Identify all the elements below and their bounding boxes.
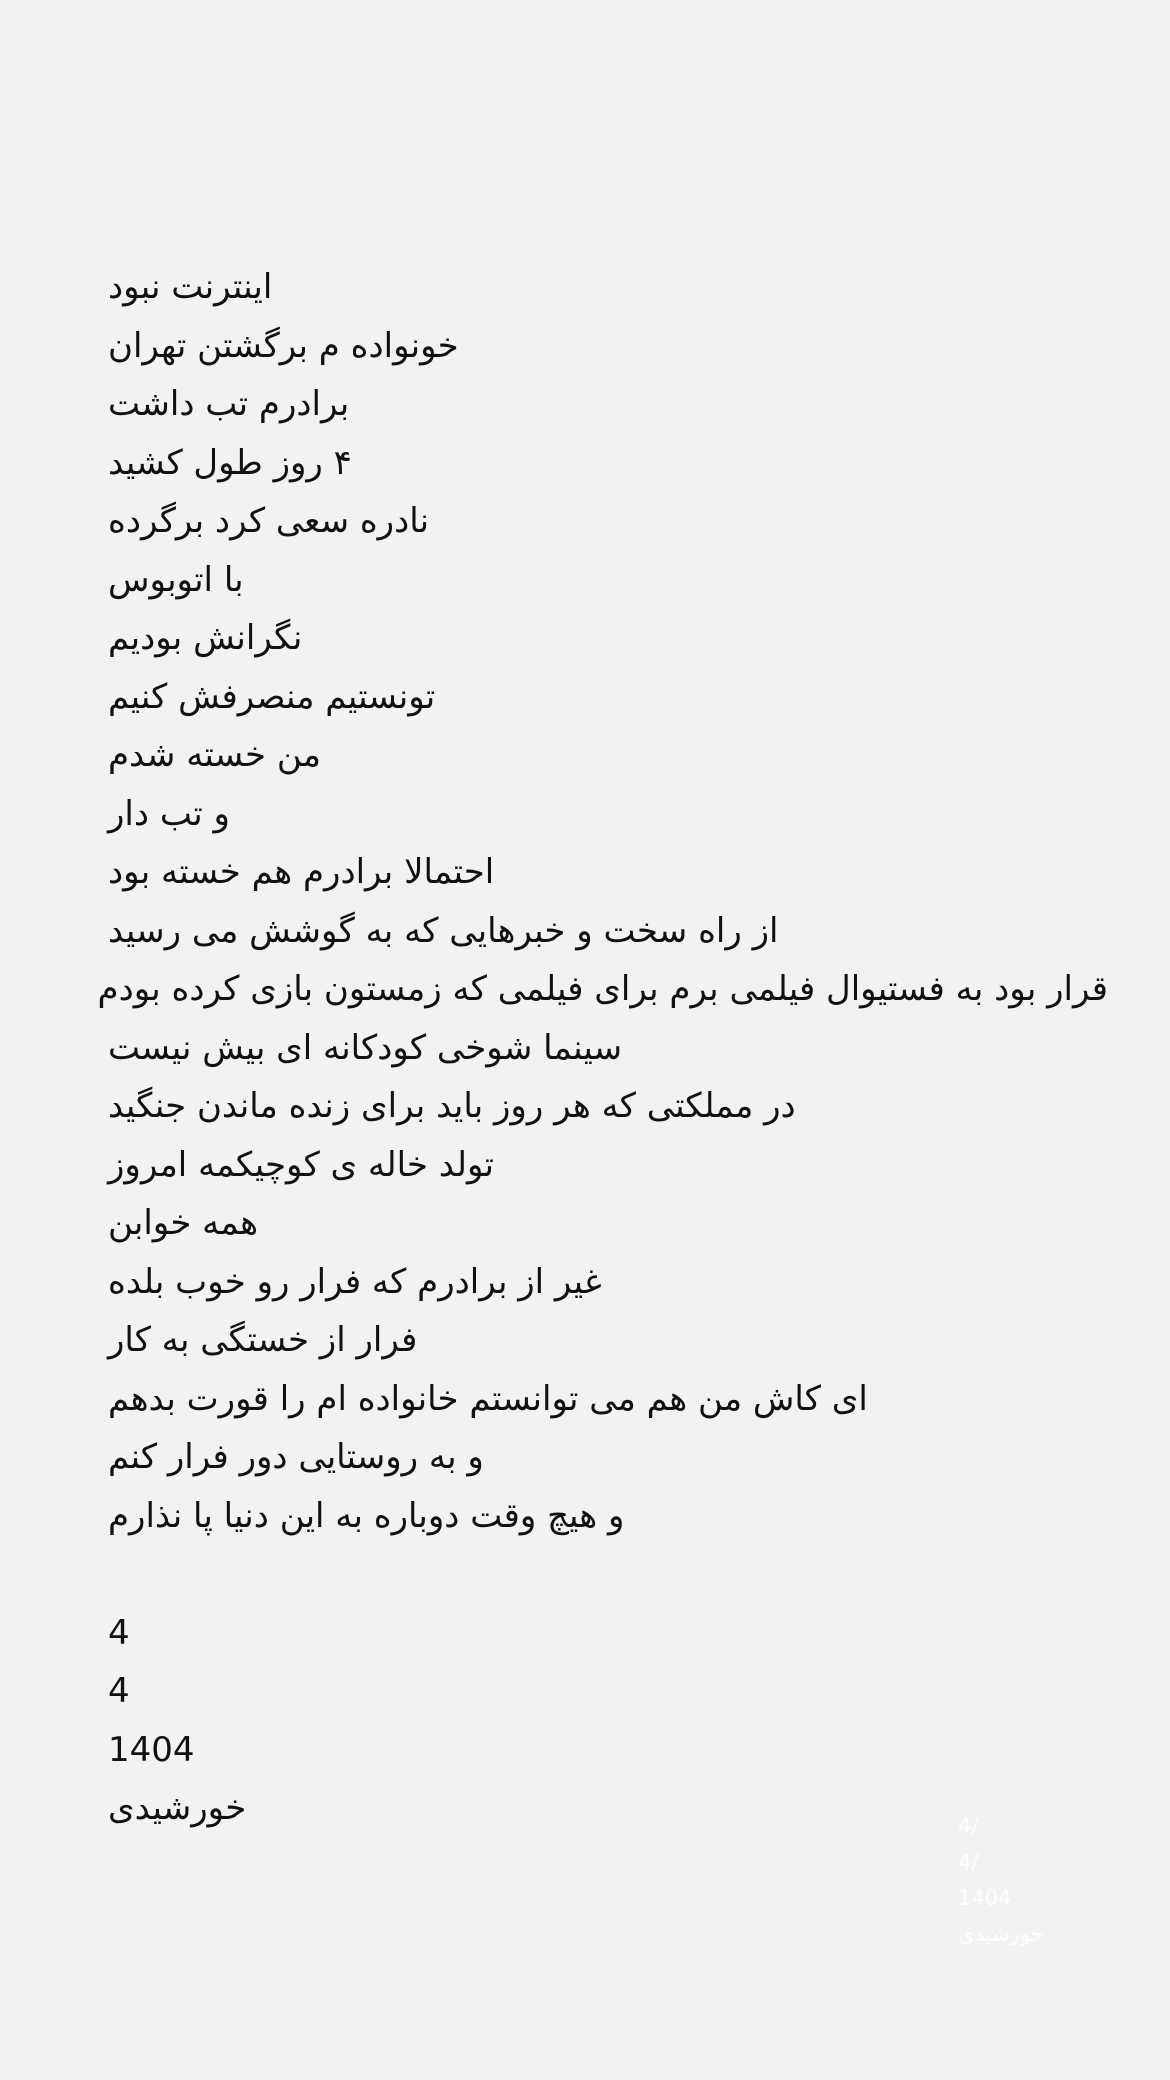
- note-line: فرار از خستگی به کار: [108, 1320, 418, 1360]
- date-year: 1404: [108, 1729, 195, 1770]
- note-line: تولد خاله ی کوچیکمه امروز: [108, 1144, 494, 1185]
- watermark-line: 4/: [958, 1850, 979, 1874]
- note-line: من خسته شدم: [108, 735, 321, 775]
- note-line: اینترنت نبود: [108, 267, 273, 307]
- note-line: خونواده م برگشتن تهران: [108, 325, 459, 366]
- note-line: احتمالا برادرم هم خسته بود: [108, 852, 495, 892]
- note-line: ۴ روز طول کشید: [108, 442, 352, 483]
- note-line: غیر از برادرم که فرار رو خوب بلده: [108, 1261, 602, 1302]
- watermark-line: خورشیدی: [958, 1922, 1044, 1946]
- date-day: 4: [108, 1612, 130, 1653]
- note-line: تونستیم منصرفش کنیم: [108, 676, 436, 717]
- watermark-line: 1404: [958, 1886, 1012, 1910]
- date-watermark: [958, 1808, 1043, 1952]
- note-line: در مملکتی که هر روز باید برای زنده ماندن جنگید: [108, 1086, 796, 1126]
- note-line: برادرم تب داشت: [108, 384, 350, 424]
- note-line: از راه سخت و خبرهایی که به گوشش می رسید: [108, 910, 779, 951]
- note-line: و به روستایی دور فرار کنم: [108, 1437, 484, 1477]
- date-month: 4: [108, 1671, 130, 1711]
- watermark-line: 4/: [958, 1814, 979, 1838]
- note-line: سینما شوخی کودکانه ای بیش نیست: [108, 1027, 623, 1068]
- note-line: ای کاش من هم می توانستم خانواده ام را قورت بدهم: [108, 1378, 868, 1419]
- note-line: با اتوبوس: [108, 559, 244, 600]
- date-calendar: خورشیدی: [108, 1788, 247, 1828]
- note-body: [97, 258, 1108, 1838]
- note-line: قرار بود به فستیوال فیلمی برم برای فیلمی که زمستون بازی کرده بودم: [97, 969, 1108, 1009]
- note-line: و تب دار: [108, 793, 230, 834]
- note-line: همه خوابن: [108, 1203, 258, 1243]
- note-line: نادره سعی کرد برگرده: [108, 501, 430, 541]
- note-line: نگرانش بودیم: [108, 618, 303, 658]
- note-line: و هیچ وقت دوباره به این دنیا پا نذارم: [108, 1495, 625, 1536]
